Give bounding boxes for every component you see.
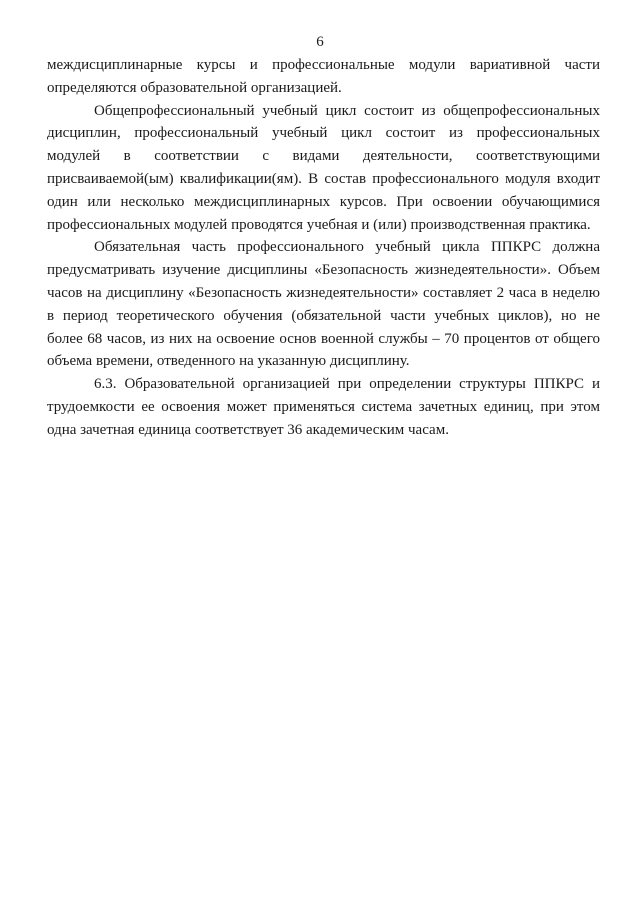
text-line: Общепрофессиональный учебный цикл состоит из общепрофессиональных <box>94 102 600 119</box>
text-line: 6.3. Образовательной организацией при определении структуры ППКРС и <box>94 376 600 393</box>
text-line: дисциплин, профессиональный учебный цикл состоит из профессиональных <box>47 125 600 142</box>
text-line: в период теоретического обучения (обязательной части учебных циклов), но не <box>47 307 600 324</box>
text-line: предусматривать изучение дисциплины «Безопасность жизнедеятельности». Объем <box>47 262 600 279</box>
text-line: трудоемкости ее освоения может применяться система зачетных единиц, при этом <box>47 398 600 415</box>
document-body <box>47 54 600 442</box>
text-line: Обязательная часть профессионального учебный цикла ППКРС должна <box>94 239 600 256</box>
text-line: модулей в соответствии с видами деятельности, соответствующими <box>47 148 600 165</box>
text-line: присваиваемой(ым) квалификации(ям). В состав профессионального модуля входит <box>47 170 600 187</box>
text-line: один или несколько междисциплинарных курсов. При освоении обучающимися <box>47 193 600 210</box>
text-line: междисциплинарные курсы и профессиональные модули вариативной части <box>47 57 600 73</box>
text-line: определяются образовательной организацией. <box>47 79 342 96</box>
page-number: 6 <box>316 34 324 50</box>
text-line: объема времени, отведенного на указанную дисциплину. <box>47 353 410 370</box>
paragraph <box>47 54 600 100</box>
text-line: одна зачетная единица соответствует 36 академическим часам. <box>47 421 449 438</box>
paragraph <box>47 373 600 441</box>
text-line: часов на дисциплину «Безопасность жизнедеятельности» составляет 2 часа в неделю <box>47 284 600 301</box>
text-line: профессиональных модулей проводятся учебная и (или) производственная практика. <box>47 216 591 233</box>
text-line: более 68 часов, из них на освоение основ военной службы – 70 процентов от общего <box>47 330 600 347</box>
paragraph <box>47 236 600 373</box>
paragraph <box>47 100 600 237</box>
